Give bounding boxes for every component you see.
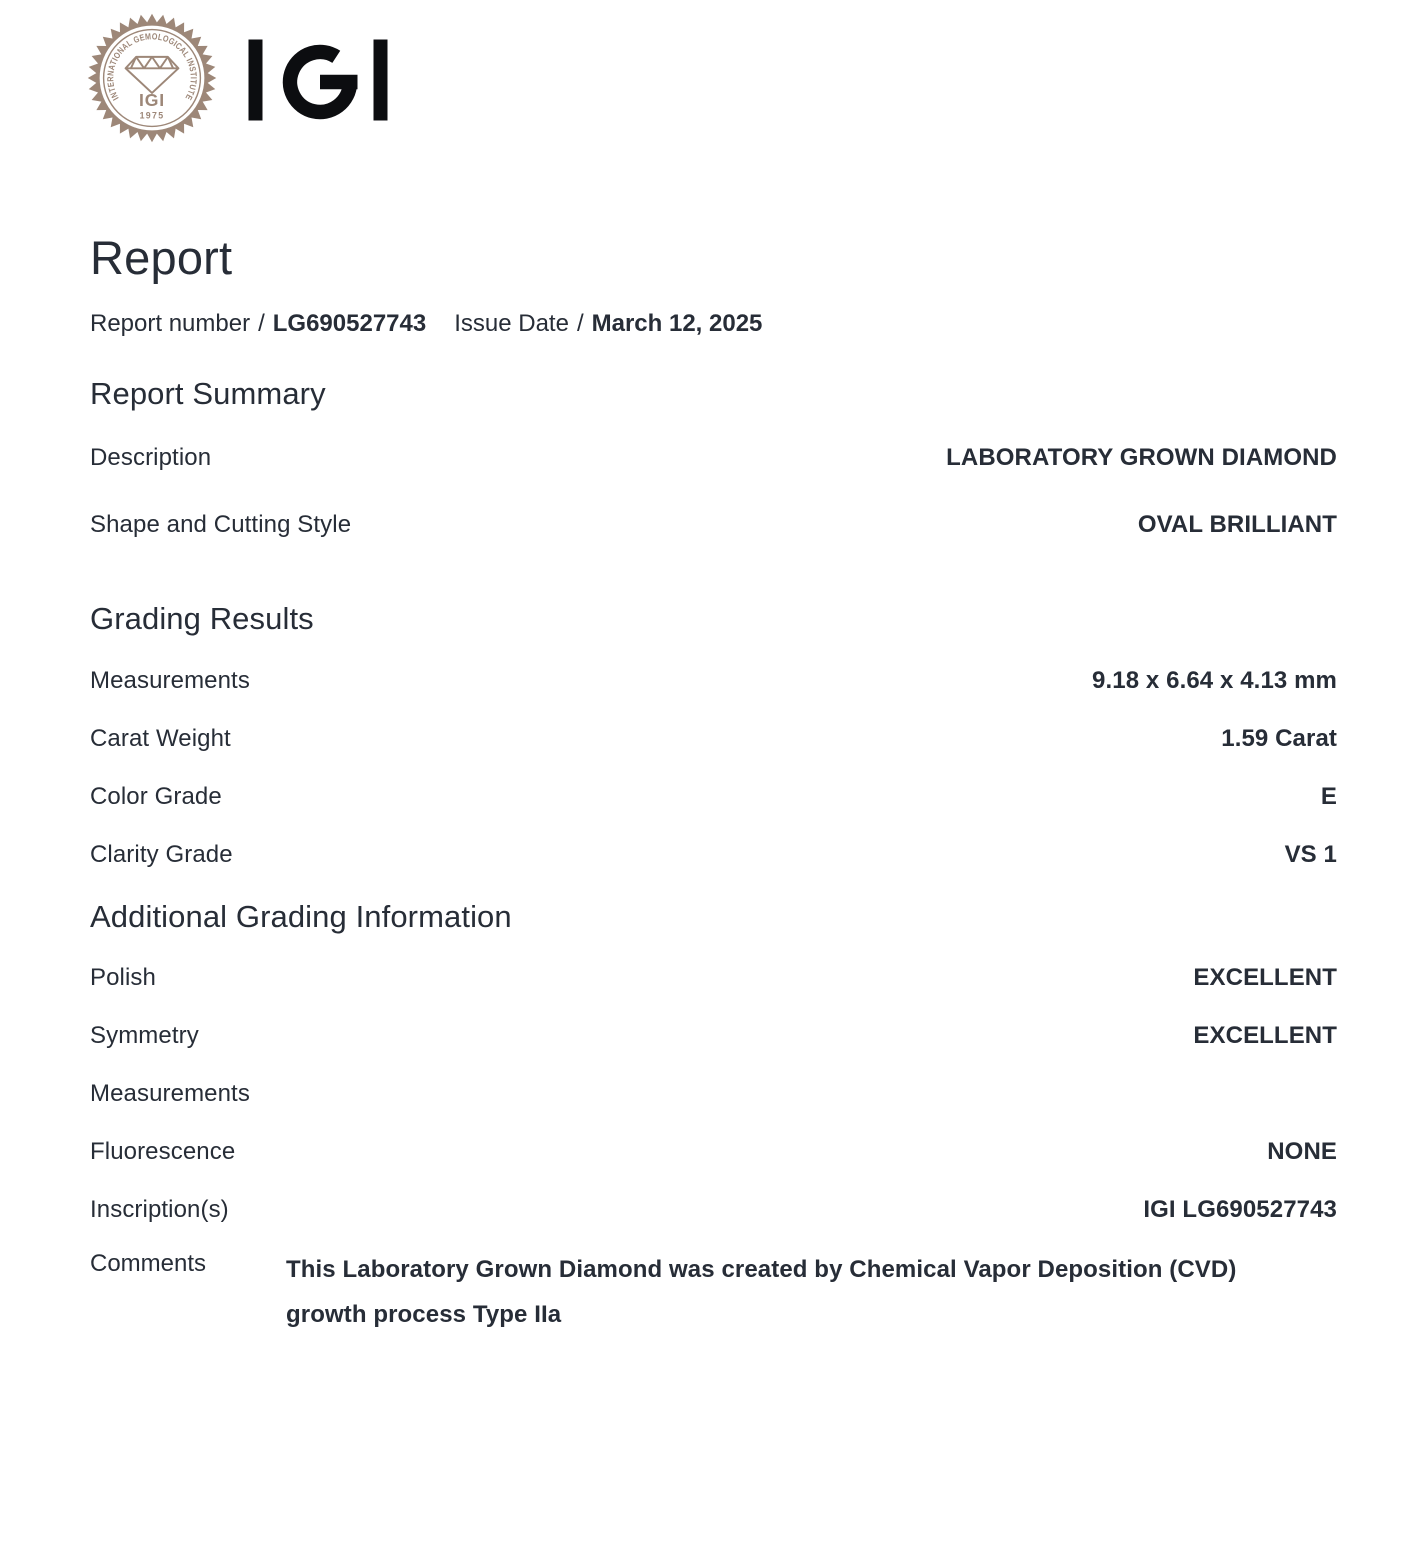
table-row	[90, 963, 1337, 993]
igi-seal-logo	[86, 12, 218, 144]
row-label: Measurements	[90, 667, 250, 694]
report-meta	[90, 310, 1337, 338]
meta-separator: /	[576, 310, 584, 337]
seal-year: 1975	[139, 110, 165, 121]
row-label: Fluorescence	[90, 1138, 236, 1165]
row-label: Measurements	[90, 1080, 250, 1107]
row-label: Polish	[90, 964, 156, 991]
row-label: Description	[90, 444, 212, 471]
row-value: IGI LG690527743	[1143, 1196, 1337, 1223]
report-number-value: LG690527743	[272, 310, 427, 337]
row-value: VS 1	[1284, 841, 1337, 868]
row-label: Symmetry	[90, 1022, 199, 1049]
issue-date-label: Issue Date	[454, 310, 569, 337]
comments-label: Comments	[90, 1250, 207, 1277]
row-value: 9.18 x 6.64 x 4.13 mm	[1092, 667, 1337, 694]
report-number-label: Report number	[90, 310, 251, 337]
row-value: LABORATORY GROWN DIAMOND	[946, 444, 1337, 471]
section-additional-grading	[90, 898, 1337, 1337]
table-row	[90, 666, 1337, 696]
table-row	[90, 724, 1337, 754]
row-label: Shape and Cutting Style	[90, 511, 352, 538]
comments-value: This Laboratory Grown Diamond was created by Chemical Vapor Deposition (CVD) growth process Type IIa	[286, 1256, 1237, 1328]
row-value: NONE	[1267, 1138, 1337, 1165]
table-row	[90, 1021, 1337, 1051]
row-label: Clarity Grade	[90, 841, 233, 868]
table-row	[90, 1137, 1337, 1167]
igi-wordmark-icon	[248, 39, 388, 121]
issue-date-value: March 12, 2025	[591, 310, 763, 337]
row-label: Carat Weight	[90, 725, 231, 752]
table-row	[90, 840, 1337, 870]
row-label: Color Grade	[90, 783, 222, 810]
row-label: Inscription(s)	[90, 1196, 229, 1223]
seal-monogram: IGI	[138, 90, 166, 111]
page-title: Report	[90, 231, 233, 284]
row-value: E	[1320, 783, 1337, 810]
row-value: EXCELLENT	[1193, 1022, 1337, 1049]
row-value: EXCELLENT	[1193, 964, 1337, 991]
brand-header	[86, 12, 1337, 144]
comments-row	[90, 1247, 1337, 1337]
seal-ring-text: INTERNATIONAL GEMOLOGICAL INSTITUTE	[105, 31, 199, 103]
table-row	[90, 1079, 1337, 1109]
row-value: 1.59 Carat	[1221, 725, 1337, 752]
section-heading: Report Summary	[90, 376, 326, 411]
table-row	[90, 1195, 1337, 1225]
section-grading-results	[90, 600, 1337, 870]
meta-separator: /	[258, 310, 265, 337]
table-row	[90, 782, 1337, 812]
section-report-summary	[90, 375, 1337, 540]
table-row	[90, 510, 1337, 540]
section-heading: Grading Results	[90, 601, 314, 636]
section-heading: Additional Grading Information	[90, 899, 512, 934]
table-row	[90, 443, 1337, 473]
row-value: OVAL BRILLIANT	[1137, 511, 1337, 538]
